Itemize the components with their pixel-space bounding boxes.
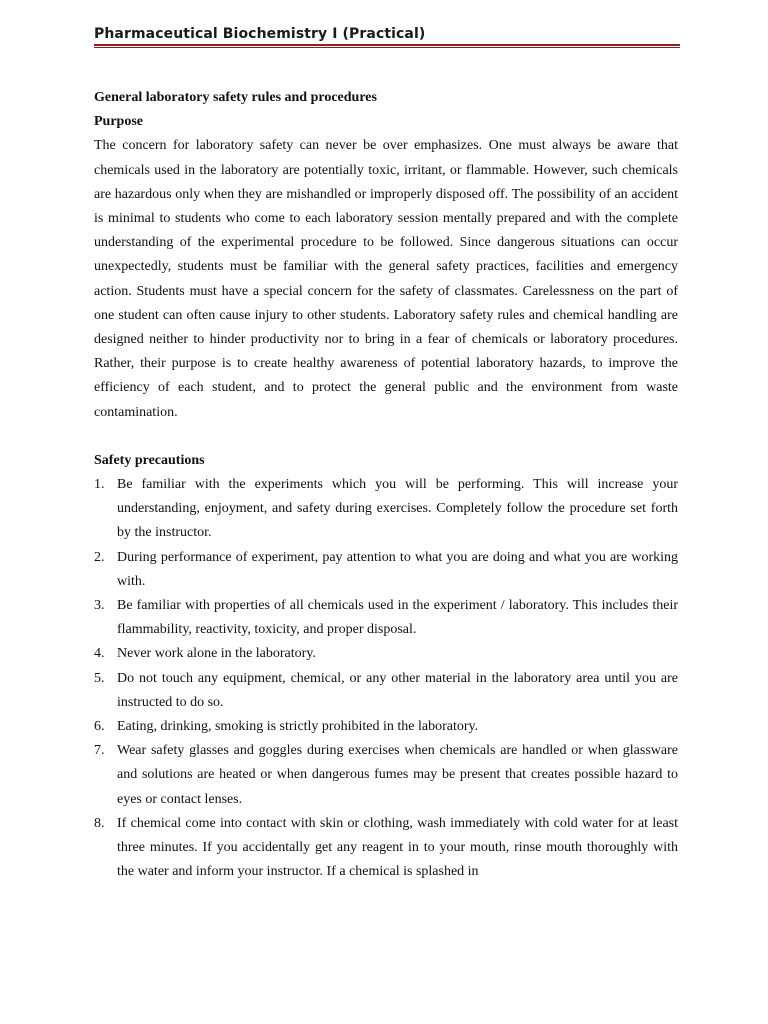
- list-item: [94, 739, 678, 812]
- list-item-text: Do not touch any equipment, chemical, or any other material in the laboratory area until you are instructed to do so.: [117, 670, 678, 710]
- list-item: [94, 812, 678, 885]
- list-item-number: 6.: [94, 719, 105, 735]
- list-item-number: 8.: [94, 815, 105, 831]
- list-item: [94, 594, 678, 642]
- list-item-text: Be familiar with the experiments which you will be performing. This will increase your understanding, enjoyment, and safety during exercises. Completely follow the procedure set forth by the instructor.: [117, 477, 678, 541]
- list-item: [94, 642, 678, 666]
- purpose-heading: Purpose: [94, 114, 143, 130]
- list-item: [94, 715, 678, 739]
- list-item-number: 3.: [94, 598, 105, 614]
- list-item-text: Never work alone in the laboratory.: [117, 646, 316, 662]
- header-rule: [94, 44, 680, 49]
- list-item-text: Eating, drinking, smoking is strictly prohibited in the laboratory.: [117, 719, 479, 735]
- list-item-text: During performance of experiment, pay attention to what you are doing and what you are working with.: [117, 549, 678, 589]
- list-item-text: Be familiar with properties of all chemicals used in the experiment / laboratory. This includes their flammability, reactivity, toxicity, and proper disposal.: [117, 598, 678, 638]
- header-rule-thin: [94, 47, 680, 48]
- list-item-number: 2.: [94, 549, 105, 565]
- list-item-number: 7.: [94, 743, 105, 759]
- running-header-title: Pharmaceutical Biochemistry I (Practical): [94, 26, 426, 42]
- safety-precautions-heading: Safety precautions: [94, 452, 205, 468]
- list-item: [94, 473, 678, 546]
- list-item: [94, 546, 678, 594]
- list-item-number: 4.: [94, 646, 105, 662]
- list-item-number: 1.: [94, 477, 105, 493]
- list-item-text: Wear safety glasses and goggles during exercises when chemicals are handled or when glassware and solutions are heated or when dangerous fumes may be present that creates possible hazard to eyes or contact lenses.: [117, 743, 678, 807]
- purpose-paragraph: The concern for laboratory safety can never be over emphasizes. One must always be aware that chemicals used in the laboratory are potentially toxic, irritant, or flammable. However, such chemicals are hazardous only when they are mishandled or improperly disposed off. The possibility of an accident is minimal to students who come to each laboratory session mentally prepared and with the complete understanding of the experimental procedure to be followed. Since dangerous situations can occur unexpectedly, students must be familiar with the general safety practices, facilities and emergency action. Students must have a special concern for the safety of classmates. Carelessness on the part of one student can often cause injury to other students. Laboratory safety rules and chemical handling are designed neither to hinder productivity nor to bring in a fear of chemicals or laboratory procedures. Rather, their purpose is to create healthy awareness of potential laboratory hazards, to improve the efficiency of each student, and to protect the general public and the environment from waste contamination.: [94, 138, 678, 420]
- list-item-number: 5.: [94, 670, 105, 686]
- list-item: [94, 667, 678, 715]
- list-item-text: If chemical come into contact with skin or clothing, wash immediately with cold water for at least three minutes. If you accidentally get any reagent in to your mouth, rinse mouth thoroughly with the water and inform your instructor. If a chemical is splashed in: [117, 815, 678, 880]
- safety-precautions-list: [94, 473, 678, 884]
- document-body: [94, 86, 678, 885]
- section-title: General laboratory safety rules and procedures: [94, 90, 377, 105]
